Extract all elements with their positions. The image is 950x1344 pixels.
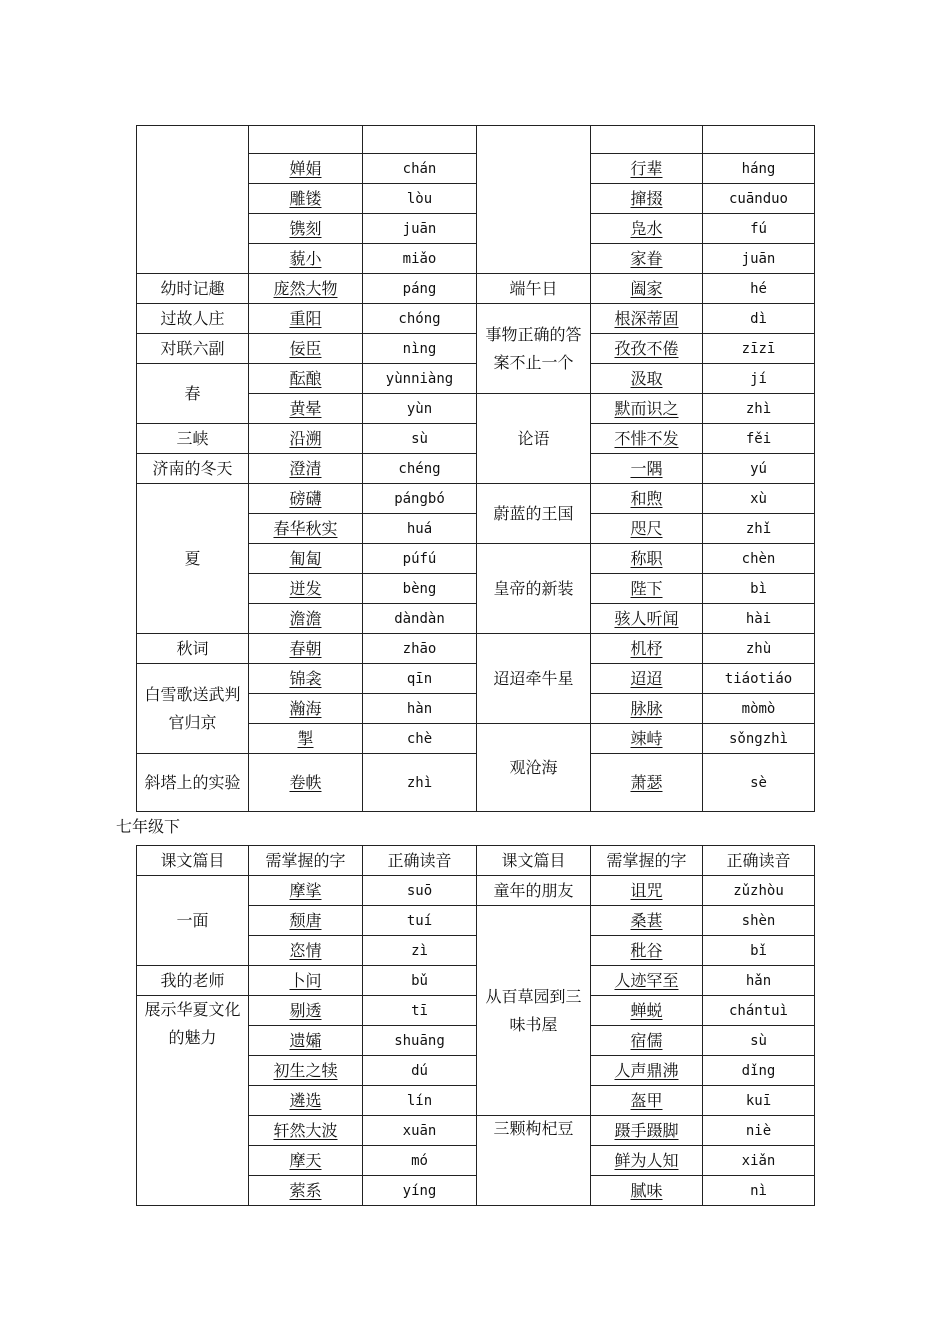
- lesson-cell: 皇帝的新装: [477, 544, 591, 634]
- word-cell: 磅礴: [249, 484, 363, 514]
- word-cell: 佞臣: [249, 334, 363, 364]
- word-cell: 和煦: [591, 484, 703, 514]
- pinyin-cell: nìng: [363, 334, 477, 364]
- pinyin-cell: zīzī: [703, 334, 815, 364]
- pinyin-cell: suō: [363, 876, 477, 906]
- word-cell: 秕谷: [591, 936, 703, 966]
- lesson-cell: 幼时记趣: [137, 274, 249, 304]
- pinyin-cell: zhù: [703, 634, 815, 664]
- pinyin-cell: yú: [703, 454, 815, 484]
- pinyin-cell: mó: [363, 1146, 477, 1176]
- word-cell: 雕镂: [249, 184, 363, 214]
- word-cell: 竦峙: [591, 724, 703, 754]
- word-cell: 轩然大波: [249, 1116, 363, 1146]
- word-cell: 桑葚: [591, 906, 703, 936]
- pinyin-cell: [363, 126, 477, 154]
- table-row: [137, 754, 815, 812]
- pinyin-cell: zhǐ: [703, 514, 815, 544]
- word-cell: [591, 126, 703, 154]
- word-cell: 澄清: [249, 454, 363, 484]
- word-cell: 春华秋实: [249, 514, 363, 544]
- table-header-row: [137, 846, 815, 876]
- lesson-cell: 秋词: [137, 634, 249, 664]
- pinyin-cell: hǎn: [703, 966, 815, 996]
- word-cell: 黄晕: [249, 394, 363, 424]
- pinyin-cell: zì: [363, 936, 477, 966]
- column-header: 课文篇目: [137, 846, 249, 876]
- word-cell: 蹑手蹑脚: [591, 1116, 703, 1146]
- lesson-cell: 一面: [137, 876, 249, 966]
- word-cell: 遴选: [249, 1086, 363, 1116]
- pinyin-cell: dú: [363, 1056, 477, 1086]
- word-cell: 凫水: [591, 214, 703, 244]
- lesson-cell: 斜塔上的实验: [137, 754, 249, 812]
- pinyin-cell: chántuì: [703, 996, 815, 1026]
- word-cell: 摩挲: [249, 876, 363, 906]
- lesson-cell: [477, 126, 591, 274]
- word-cell: 诅咒: [591, 876, 703, 906]
- table-row: [137, 966, 815, 996]
- lesson-cell: 对联六副: [137, 334, 249, 364]
- word-cell: 庞然大物: [249, 274, 363, 304]
- word-cell: 沿溯: [249, 424, 363, 454]
- pinyin-cell: yùnniàng: [363, 364, 477, 394]
- lesson-cell: 事物正确的答案不止一个: [477, 304, 591, 394]
- pinyin-cell: zǔzhòu: [703, 876, 815, 906]
- table-row: [137, 334, 815, 364]
- column-header: 课文篇目: [477, 846, 591, 876]
- lesson-cell: 从百草园到三味书屋: [477, 906, 591, 1116]
- table-row: [137, 364, 815, 394]
- word-cell: 陛下: [591, 574, 703, 604]
- word-cell: 孜孜不倦: [591, 334, 703, 364]
- word-cell: 剔透: [249, 996, 363, 1026]
- pinyin-cell: pángbó: [363, 484, 477, 514]
- word-cell: 迢迢: [591, 664, 703, 694]
- pinyin-cell: juān: [703, 244, 815, 274]
- pinyin-cell: sù: [363, 424, 477, 454]
- word-cell: 摩天: [249, 1146, 363, 1176]
- pinyin-cell: dì: [703, 304, 815, 334]
- lesson-cell: 展示华夏文化的魅力: [137, 996, 249, 1206]
- lesson-cell: 夏: [137, 484, 249, 634]
- pinyin-cell: tuí: [363, 906, 477, 936]
- lesson-cell: 三峡: [137, 424, 249, 454]
- lesson-cell: 端午日: [477, 274, 591, 304]
- word-cell: 酝酿: [249, 364, 363, 394]
- pinyin-cell: yùn: [363, 394, 477, 424]
- word-cell: 汲取: [591, 364, 703, 394]
- pinyin-cell: xiǎn: [703, 1146, 815, 1176]
- word-cell: 澹澹: [249, 604, 363, 634]
- pinyin-cell: yíng: [363, 1176, 477, 1206]
- word-cell: [249, 126, 363, 154]
- word-cell: 不悱不发: [591, 424, 703, 454]
- pinyin-cell: qīn: [363, 664, 477, 694]
- pinyin-cell: jí: [703, 364, 815, 394]
- lesson-cell: 观沧海: [477, 724, 591, 812]
- pinyin-cell: xuān: [363, 1116, 477, 1146]
- table-row: [137, 634, 815, 664]
- word-cell: 镌刻: [249, 214, 363, 244]
- pinyin-cell: fěi: [703, 424, 815, 454]
- pinyin-cell: bǔ: [363, 966, 477, 996]
- lesson-cell: [137, 126, 249, 274]
- pinyin-cell: huá: [363, 514, 477, 544]
- pinyin-cell: shuāng: [363, 1026, 477, 1056]
- word-cell: 行辈: [591, 154, 703, 184]
- word-cell: 脉脉: [591, 694, 703, 724]
- word-cell: 根深蒂固: [591, 304, 703, 334]
- pinyin-cell: bì: [703, 574, 815, 604]
- lesson-cell: 白雪歌送武判官归京: [137, 664, 249, 754]
- pinyin-cell: fú: [703, 214, 815, 244]
- table-row: [137, 664, 815, 694]
- word-cell: 家眷: [591, 244, 703, 274]
- word-cell: 人迹罕至: [591, 966, 703, 996]
- pinyin-cell: nì: [703, 1176, 815, 1206]
- table-row: [137, 126, 815, 154]
- column-header: 需掌握的字: [591, 846, 703, 876]
- pinyin-cell: lòu: [363, 184, 477, 214]
- word-cell: 迸发: [249, 574, 363, 604]
- pinyin-cell: miǎo: [363, 244, 477, 274]
- word-cell: 腻味: [591, 1176, 703, 1206]
- pinyin-cell: páng: [363, 274, 477, 304]
- table-row: [137, 304, 815, 334]
- pinyin-cell: kuī: [703, 1086, 815, 1116]
- pinyin-cell: [703, 126, 815, 154]
- word-cell: 婵娟: [249, 154, 363, 184]
- word-cell: 初生之犊: [249, 1056, 363, 1086]
- lesson-cell: 过故人庄: [137, 304, 249, 334]
- word-cell: 遗孀: [249, 1026, 363, 1056]
- pinyin-cell: zhì: [363, 754, 477, 812]
- section-caption: 七年级下: [116, 817, 181, 836]
- pinyin-cell: sù: [703, 1026, 815, 1056]
- pinyin-cell: chéng: [363, 454, 477, 484]
- pinyin-cell: chóng: [363, 304, 477, 334]
- word-cell: 瀚海: [249, 694, 363, 724]
- word-cell: 卜问: [249, 966, 363, 996]
- pinyin-cell: háng: [703, 154, 815, 184]
- word-cell: 恣情: [249, 936, 363, 966]
- pinyin-cell: hé: [703, 274, 815, 304]
- pinyin-cell: tī: [363, 996, 477, 1026]
- word-cell: 春朝: [249, 634, 363, 664]
- word-cell: 撺掇: [591, 184, 703, 214]
- table-row: [137, 876, 815, 906]
- word-cell: 匍匐: [249, 544, 363, 574]
- word-cell: 称职: [591, 544, 703, 574]
- word-cell: 颓唐: [249, 906, 363, 936]
- pinyin-cell: tiáotiáo: [703, 664, 815, 694]
- word-cell: 盔甲: [591, 1086, 703, 1116]
- lesson-cell: 蔚蓝的王国: [477, 484, 591, 544]
- column-header: 正确读音: [363, 846, 477, 876]
- pinyin-cell: shèn: [703, 906, 815, 936]
- pinyin-cell: xù: [703, 484, 815, 514]
- word-cell: 萧瑟: [591, 754, 703, 812]
- pinyin-cell: sè: [703, 754, 815, 812]
- word-cell: 蝉蜕: [591, 996, 703, 1026]
- lesson-cell: 济南的冬天: [137, 454, 249, 484]
- word-cell: 一隅: [591, 454, 703, 484]
- column-header: 需掌握的字: [249, 846, 363, 876]
- vocab-table-grade7-lower: [136, 845, 815, 1206]
- word-cell: 骇人听闻: [591, 604, 703, 634]
- pinyin-cell: sǒngzhì: [703, 724, 815, 754]
- pinyin-cell: lín: [363, 1086, 477, 1116]
- pinyin-cell: zhì: [703, 394, 815, 424]
- lesson-cell: 三颗枸杞豆: [477, 1116, 591, 1206]
- word-cell: 藐小: [249, 244, 363, 274]
- pinyin-cell: púfú: [363, 544, 477, 574]
- word-cell: 宿儒: [591, 1026, 703, 1056]
- word-cell: 锦衾: [249, 664, 363, 694]
- word-cell: 重阳: [249, 304, 363, 334]
- lesson-cell: 童年的朋友: [477, 876, 591, 906]
- pinyin-cell: hài: [703, 604, 815, 634]
- pinyin-cell: juān: [363, 214, 477, 244]
- table-row: [137, 424, 815, 454]
- word-cell: 人声鼎沸: [591, 1056, 703, 1086]
- pinyin-cell: zhāo: [363, 634, 477, 664]
- word-cell: 阖家: [591, 274, 703, 304]
- table-row: [137, 996, 815, 1026]
- pinyin-cell: chè: [363, 724, 477, 754]
- table-row: [137, 274, 815, 304]
- word-cell: 卷帙: [249, 754, 363, 812]
- pinyin-cell: mòmò: [703, 694, 815, 724]
- lesson-cell: 春: [137, 364, 249, 424]
- word-cell: 萦系: [249, 1176, 363, 1206]
- word-cell: 咫尺: [591, 514, 703, 544]
- lesson-cell: 我的老师: [137, 966, 249, 996]
- lesson-cell: 论语: [477, 394, 591, 484]
- pinyin-cell: chèn: [703, 544, 815, 574]
- word-cell: 机杼: [591, 634, 703, 664]
- word-cell: 默而识之: [591, 394, 703, 424]
- pinyin-cell: dǐng: [703, 1056, 815, 1086]
- pinyin-cell: bǐ: [703, 936, 815, 966]
- table-row: [137, 454, 815, 484]
- pinyin-cell: dàndàn: [363, 604, 477, 634]
- pinyin-cell: hàn: [363, 694, 477, 724]
- pinyin-cell: niè: [703, 1116, 815, 1146]
- word-cell: 鲜为人知: [591, 1146, 703, 1176]
- table-row: [137, 484, 815, 514]
- vocab-table-grade7-upper: [136, 125, 815, 812]
- column-header: 正确读音: [703, 846, 815, 876]
- pinyin-cell: chán: [363, 154, 477, 184]
- pinyin-cell: cuānduo: [703, 184, 815, 214]
- lesson-cell: 迢迢牵牛星: [477, 634, 591, 724]
- word-cell: 掣: [249, 724, 363, 754]
- pinyin-cell: bèng: [363, 574, 477, 604]
